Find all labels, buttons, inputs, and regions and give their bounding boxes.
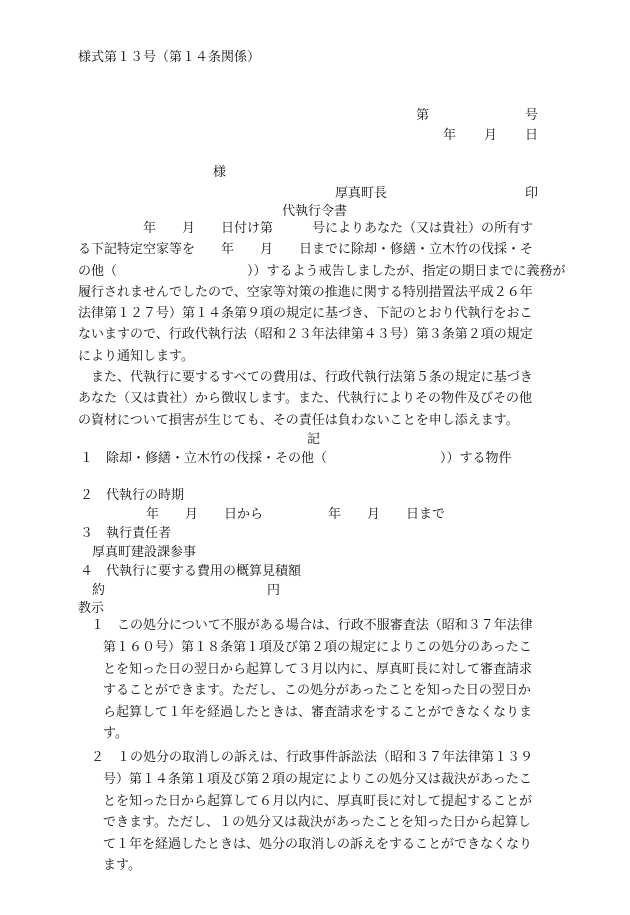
item-1-text: 除却・修繕・立木竹の伐採・その他（ [106, 451, 328, 466]
item-1-number: １ [80, 451, 94, 466]
notice-line: ら起算して１年を経過したときは、審査請求をすることができなくなりま [103, 704, 533, 720]
body-line: 法律第１２７号）第１４条第９項の規定に基づき、下記のとおり代執行をおこ [78, 306, 533, 322]
body-line: る下記特定空家等を 年 月 日までに除却・修繕・立木竹の伐採・そ [78, 242, 534, 258]
notice-line: この処分について不服がある場合は、行政不服審査法（昭和３７年法律 [117, 618, 533, 633]
body-paragraph [78, 218, 566, 431]
item-3-detail: 厚真町建設課参事 [92, 545, 197, 560]
doc-number-prefix: 第 [416, 108, 430, 123]
notice-line: １の処分の取消しの訴えは、行政事件訴訟法（昭和３７年法律第１３９ [117, 750, 534, 765]
issuer-name: 厚真町長 [335, 186, 388, 201]
item-4-detail-unit: 円 [267, 583, 281, 598]
form-label: 様式第１３号（第１４条関係） [78, 50, 261, 65]
notice-line: ます。 [103, 858, 141, 874]
body-line: また、代執行に要するすべての費用は、行政代執行法第５条の規定に基づき [78, 370, 533, 386]
item-4-number: ４ [80, 564, 94, 579]
notice-item-1 [78, 615, 558, 745]
addressee-suffix: 様 [213, 165, 227, 180]
notice-item-2-number: ２ [91, 750, 105, 765]
doc-number-suffix: 号 [525, 108, 539, 123]
notice-line: 第１６０号）第１８条第１項及び第２項の規定によりこの処分のあったこ [103, 640, 532, 655]
body-line: あなた（又は貴社）から徴収します。また、代執行によりその物件及びその他 [78, 391, 532, 407]
item-2-text: 代執行の時期 [106, 488, 185, 503]
date-month: 月 [484, 128, 498, 143]
date-day: 日 [525, 128, 539, 143]
notice-item-2 [78, 747, 558, 877]
notice-line: できます。ただし、１の処分又は裁決があったことを知った日から起算し [103, 815, 531, 831]
body-line: の資材について損害が生じても、その責任は負わないことを申し添えます。 [78, 412, 519, 428]
notice-line: とを知った日から起算して６月以内に、厚真町長に対して提起することが [103, 793, 533, 809]
body-line: 年 月 日付け第 号によりあなた（又は貴社）の所有す [78, 221, 534, 236]
item-3-number: ３ [80, 526, 94, 541]
notice-label: 教示 [78, 601, 105, 616]
notice-line: することができます。ただし、この処分があったことを知った日の翌日か [103, 683, 531, 699]
date-year: 年 [443, 128, 457, 143]
notice-line: とを知った日の翌日から起算して３月以内に、厚真町長に対して審査請求 [103, 661, 533, 677]
notice-item-1-first-line [78, 615, 558, 637]
item-4-detail-prefix: 約 [92, 583, 106, 598]
item-3-text: 執行責任者 [106, 526, 172, 541]
body-line: 履行されませんでしたので、空家等対策の推進に関する特別措置法平成２６年 [78, 284, 533, 300]
record-label: 記 [307, 432, 321, 447]
item-4-text: 代執行に要する費用の概算見積額 [106, 564, 302, 579]
seal-mark: 印 [525, 186, 539, 201]
item-1-tail: ））する物件 [440, 451, 512, 466]
notice-line: す。 [103, 726, 128, 742]
item-2-detail: 年 月 日から 年 月 日まで [146, 507, 446, 522]
notice-line: 号）第１４条第１項及び第２項の規定によりこの処分又は裁決があったこ [103, 772, 532, 787]
notice-item-1-number: １ [91, 618, 105, 633]
item-2-number: ２ [80, 488, 94, 503]
body-line: ないますので、行政代執行法（昭和２３年法律第４３号）第３条第２項の規定 [78, 327, 533, 343]
notice-line: て１年を経過したときは、処分の取消しの訴えをすることができなくなり [103, 836, 533, 852]
notice-item-2-first-line [78, 747, 558, 769]
document-title: 代執行令書 [282, 204, 348, 219]
body-line: の他（ ））するよう戒告しましたが、指定の期日までに義務が [78, 263, 566, 279]
body-line: により通知します。 [78, 348, 194, 364]
